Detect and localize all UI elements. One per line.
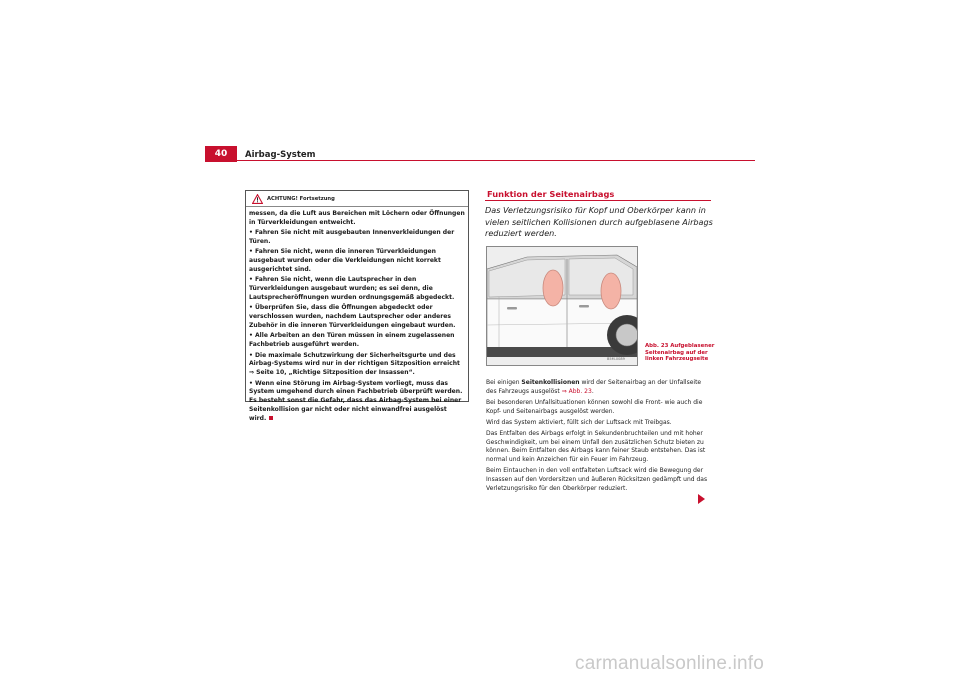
bullet-icon: • xyxy=(249,248,253,256)
figure-side-airbag xyxy=(486,246,638,366)
warning-header xyxy=(246,191,468,207)
bullet-icon: • xyxy=(249,229,253,237)
warning-body xyxy=(246,207,468,423)
section-title: Funktion der Seitenairbags xyxy=(487,189,615,199)
paragraph: Bei besonderen Unfallsituationen können sowohl die Front- wie auch die Kopf- und Seitenairbags ausgelöst werden. xyxy=(486,398,703,415)
figure-reference-link[interactable]: ⇒ Abb. 23 xyxy=(561,387,592,395)
paragraph: Wird das System aktiviert, füllt sich der Luftsack mit Treibgas. xyxy=(486,418,672,426)
warning-box xyxy=(245,190,469,422)
bullet-icon: • xyxy=(249,332,253,340)
warning-label: ACHTUNG! Fortsetzung xyxy=(267,195,335,202)
section-body xyxy=(486,379,712,496)
paragraph: Beim Eintauchen in den voll entfalteten Luftsack wird die Bewegung der Insassen auf den Vordersitzen und äußeren Rücksitzen gedämpft und das Verletzungsrisiko für den Oberkörper reduziert. xyxy=(486,467,708,492)
bullet-icon: • xyxy=(249,379,253,387)
figure-code: B5M-0089 xyxy=(607,357,625,361)
page-number: 40 xyxy=(205,146,237,162)
chapter-title: Airbag-System xyxy=(245,150,316,160)
lead-text: Das Verletzungsrisiko für Kopf und Oberkörper kann in vielen seitlichen Kollisionen durch aufgeblasene Airbags reduziert werden. xyxy=(485,205,713,238)
warning-triangle-icon xyxy=(252,189,263,208)
warning-intro: messen, da die Luft aus Bereichen mit Löchern oder Öffnungen in Türverkleidungen entweicht. xyxy=(249,210,465,226)
warning-bullet: • Fahren Sie nicht mit ausgebauten Innenverkleidungen der Türen. xyxy=(249,229,455,245)
continue-arrow-icon xyxy=(698,494,705,504)
car-side-airbag-illustration xyxy=(487,247,637,365)
watermark: carmanualsonline.info xyxy=(575,653,765,674)
bullet-icon: • xyxy=(249,276,253,284)
warning-bullet: • Wenn eine Störung im Airbag-System vorliegt, muss das System umgehend durch einen Fachbetrieb überprüft werden. Es besteht sonst die Gefahr, dass das Airbag-System bei einer Seitenkollision gar nicht oder nicht einwandfrei ausgelöst wird. xyxy=(249,379,463,422)
figure-caption: Abb. 23 Aufgeblasener Seitenairbag auf der linken Fahrzeugseite xyxy=(645,343,715,362)
paragraph: Das Entfalten des Airbags erfolgt in Sekundenbruchteilen und mit hoher Geschwindigkeit, um bei einem Unfall den zusätzlichen Schutz bieten zu können. Beim Entfalten des Airbags kann feiner Staub entstehen. Das ist normal und kein Anzeichen für ein Feuer im Fahrzeug. xyxy=(486,430,706,464)
bullet-icon: • xyxy=(249,351,253,359)
section-rule xyxy=(485,200,711,201)
end-marker-icon xyxy=(269,416,273,420)
warning-bullet: • Alle Arbeiten an den Türen müssen in einem zugelassenen Fachbetrieb ausgeführt werden. xyxy=(249,332,455,349)
bullet-icon: • xyxy=(249,304,253,312)
paragraph: Bei einigen Seitenkollisionen wird der Seitenairbag an der Unfallseite des Fahrzeugs ausgelöst ⇒ Abb. 23. xyxy=(486,379,702,395)
warning-bullet: • Fahren Sie nicht, wenn die inneren Türverkleidungen ausgebaut wurden oder die Verkleidungen nicht korrekt ausgerichtet sind. xyxy=(249,248,441,273)
warning-bullet: • Fahren Sie nicht, wenn die Lautsprecher in den Türverkleidungen ausgebaut wurden; es sei denn, die Lautsprecheröffnungen wurden ordnungsgemäß abgedeckt. xyxy=(249,276,455,301)
warning-bullet: • Überprüfen Sie, dass die Öffnungen abgedeckt oder verschlossen wurden, nachdem Lautsprecher oder anderes Zubehör in die inneren Türverkleidungen eingebaut wurden. xyxy=(249,304,456,329)
warning-bullet: • Die maximale Schutzwirkung der Sicherheitsgurte und des Airbag-Systems wird nur in der richtigen Sitzposition erreicht ⇒ Seite 10, „Richtige Sitzposition der Insassen“. xyxy=(249,351,460,377)
header-rule xyxy=(205,160,755,161)
